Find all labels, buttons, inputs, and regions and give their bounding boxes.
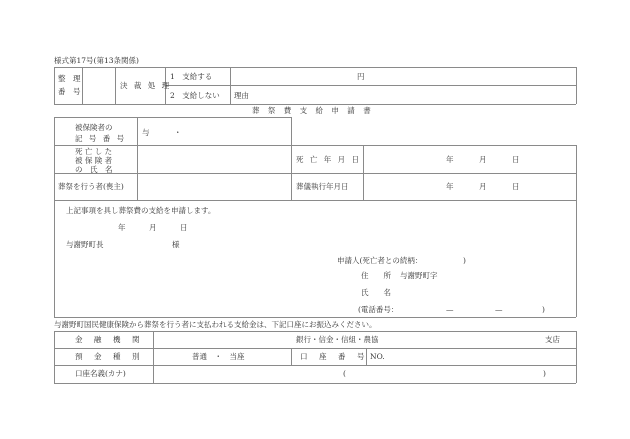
- application-date-month[interactable]: 月: [149, 223, 157, 232]
- address-prefix: 与謝野町字: [400, 271, 438, 280]
- account-holder-field[interactable]: [154, 366, 575, 382]
- phone-label: (電話番号：: [358, 305, 399, 314]
- insured-id-prefix: 与: [142, 128, 150, 137]
- deceased-label-1: 死 亡 し た: [75, 147, 113, 156]
- phone-dash-1: —: [446, 305, 454, 314]
- death-date-field[interactable]: [364, 146, 575, 172]
- name-label: 氏 名: [361, 288, 391, 297]
- death-date-label: 死 亡 年 月 日: [296, 155, 362, 164]
- account-holder-label: 口座名義(カナ): [75, 369, 126, 378]
- addressee: 与謝野町長: [66, 240, 104, 249]
- deposit-type-options[interactable]: 普通 ・ 当座: [192, 352, 245, 361]
- death-date-month: 月: [479, 155, 487, 164]
- account-number-prefix: NO.: [370, 352, 385, 361]
- address-label: 住 所: [361, 271, 391, 280]
- deceased-label-2: 被 保 険 者: [75, 156, 113, 165]
- application-date-year[interactable]: 年: [118, 223, 126, 232]
- insured-id-dot: ・: [174, 128, 182, 137]
- death-date-day: 日: [512, 155, 520, 164]
- form-number: 様式第17号(第13条関係): [54, 56, 139, 65]
- funeral-date-field[interactable]: [364, 174, 575, 199]
- deceased-label-3: の 氏 名: [75, 165, 113, 174]
- applicant-relationship-label: 申請人(死亡者との続柄：: [337, 256, 423, 265]
- address-field[interactable]: [440, 269, 570, 281]
- institution-types[interactable]: 銀行・信金・信組・農協: [296, 335, 379, 344]
- phone-dash-2: —: [495, 305, 503, 314]
- branch-suffix: 支店: [545, 335, 560, 344]
- funeral-date-month: 月: [479, 182, 487, 191]
- form-title: 葬 祭 費 支 給 申 請 書: [252, 106, 374, 115]
- application-statement: 上記事項を具し葬祭費の支給を申請します。: [66, 206, 216, 215]
- account-number-label: 口 座 番 号: [300, 352, 367, 361]
- reason-field[interactable]: [250, 86, 575, 103]
- application-date-day[interactable]: 日: [180, 223, 188, 232]
- death-date-year: 年: [446, 155, 454, 164]
- insured-id-field[interactable]: [138, 118, 290, 144]
- phone-field[interactable]: [405, 303, 540, 315]
- kessai-label: 決 裁 処 理: [120, 81, 172, 90]
- bank-notice: 与謝野町国民健康保険から葬祭を行う者に支払われる支給金は、下記口座にお振込みください。: [54, 320, 377, 329]
- amount-field[interactable]: [231, 68, 575, 84]
- funeral-host-label: 葬祭を行う者(喪主): [58, 182, 124, 191]
- applicant-name-field[interactable]: [400, 286, 570, 298]
- honorific: 様: [172, 240, 180, 249]
- insured-id-label-1: 被保険者の: [75, 123, 113, 132]
- institution-label: 金 融 機 関: [75, 335, 142, 344]
- insured-id-label-2: 記 号 番 号: [75, 134, 127, 143]
- applicant-close-paren: ): [463, 256, 466, 265]
- deposit-type-label: 預 金 種 別: [75, 352, 142, 361]
- funeral-date-day: 日: [512, 182, 520, 191]
- option-shikyu-shinai[interactable]: 2 支給しない: [170, 91, 220, 100]
- relationship-field[interactable]: [420, 254, 460, 266]
- branch-name-field[interactable]: [380, 332, 540, 347]
- account-holder-open-paren: (: [343, 369, 346, 378]
- amount-unit: 円: [357, 72, 365, 81]
- account-holder-close-paren: ): [543, 369, 546, 378]
- funeral-date-label: 葬儀執行年月日: [296, 182, 349, 191]
- reason-label: 理由: [234, 91, 249, 100]
- seiri-bango-label-1: 整 理: [58, 74, 81, 83]
- deceased-name-field[interactable]: [138, 146, 290, 172]
- seiri-bango-field[interactable]: [83, 68, 114, 103]
- phone-close-paren: ): [542, 305, 545, 314]
- funeral-host-field[interactable]: [138, 174, 290, 199]
- account-number-field[interactable]: [385, 349, 575, 364]
- seiri-bango-label-2: 番 号: [58, 87, 81, 96]
- funeral-date-year: 年: [446, 182, 454, 191]
- institution-name-field[interactable]: [154, 332, 294, 347]
- option-shikyu-suru[interactable]: 1 支給する: [170, 72, 213, 81]
